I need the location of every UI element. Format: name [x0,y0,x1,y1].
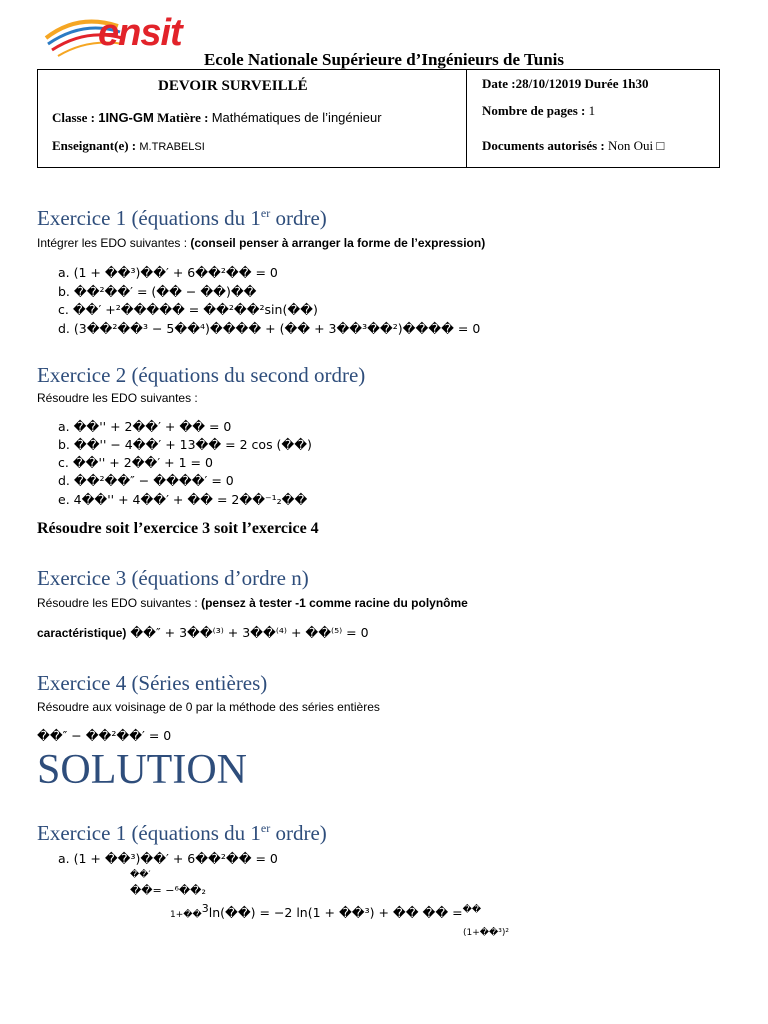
exercise-4-instruction: Résoudre aux voisinage de 0 par la méthode des séries entières [37,700,380,714]
choice-instruction: Résoudre soit l’exercice 3 soit l’exercice 4 [37,520,319,537]
ex1-eq-b: b. ��²��′ = (�� − ��)�� [58,284,257,299]
exercise-2-instruction: Résoudre les EDO suivantes : [37,391,198,405]
ex1-eq-c: c. ��′ +²����� = ��²��²sin(��) [58,302,318,317]
ex2-eq-b: b. ��'' − 4��′ + 13�� = 2 cos (��) [58,437,312,452]
solution-frac-num: ��′ [130,870,151,880]
classe-line [52,110,382,126]
solution-title: SOLUTION [37,747,247,793]
ex2-eq-c: c. ��'' + 2��′ + 1 = 0 [58,455,213,470]
matiere-label: Matière : [153,110,212,125]
ex2-eq-d: d. ��²��″ − ����′ = 0 [58,473,234,488]
classe-value: 1ING-GM [98,110,154,125]
exercise-1-instruction: Intégrer les EDO suivantes : (conseil penser à arranger la forme de l’expression) [37,236,486,250]
logo-text: ensit [98,12,182,54]
enseignant-label: Enseignant(e) : [52,138,140,153]
documents-value: Non Oui □ [608,138,665,153]
ex1-eq-a: a. (1 + ��³)��′ + 6��²�� = 0 [58,265,278,280]
exercise-3-equation-line: caractéristique) ��″ + 3��⁽³⁾ + 3��⁽⁴⁾ + ��⁽⁵⁾ = 0 [37,625,369,640]
exercise-4-title: Exercice 4 (Séries entières) [37,671,268,695]
exercise-3-instruction: Résoudre les EDO suivantes : (pensez à tester -1 comme racine du polynôme [37,596,468,610]
solution-frac-lhs: ��= −⁶��₂ [130,884,206,897]
exam-header [37,69,720,168]
pages-line [482,103,595,119]
exam-date: Date :28/10/12019 Durée 1h30 [482,76,649,91]
school-name: Ecole Nationale Supérieure d’Ingénieurs de Tunis [203,50,565,69]
solution-line-3-denominator: (1+��³)² [463,928,509,938]
ex3-eq: ��″ + 3��⁽³⁾ + 3��⁽⁴⁾ + ��⁽⁵⁾ = 0 [126,625,369,640]
matiere-value: Mathématiques de l’ingénieur [211,110,382,125]
exercise-3-title: Exercice 3 (équations d’ordre n) [37,566,309,590]
documents-line [482,138,664,154]
exercise-2-title: Exercice 2 (équations du second ordre) [37,363,366,387]
ex1-eq-d: d. (3��²��³ − 5��⁴)���� + (�� + 3��³��²)���� = 0 [58,321,481,336]
solution-eq-a: a. (1 + ��³)��′ + 6��²�� = 0 [58,851,278,866]
ex4-eq: ��″ − ��²��′ = 0 [37,728,172,743]
ex2-eq-a: a. ��'' + 2��′ + �� = 0 [58,419,232,434]
pages-value: 1 [588,103,596,118]
header-divider [466,70,467,167]
solution-line-3: 1+��$^3$ln(��) = −2 ln(1 + ��³) + �� �� =�� [170,902,482,921]
enseignant-line [52,138,205,154]
pages-label: Nombre de pages : [482,103,589,118]
documents-label: Documents autorisés : [482,138,609,153]
solution-ex1-title: Exercice 1 (équations du 1er ordre) [37,821,327,845]
exam-title: DEVOIR SURVEILLÉ [158,78,308,94]
enseignant-value: M.TRABELSI [139,141,205,153]
exercise-1-title: Exercice 1 (équations du 1er ordre) [37,206,327,230]
classe-label: Classe : [52,110,99,125]
ex2-eq-e: e. 4��'' + 4��′ + �� = 2��⁻¹₂�� [58,492,308,507]
